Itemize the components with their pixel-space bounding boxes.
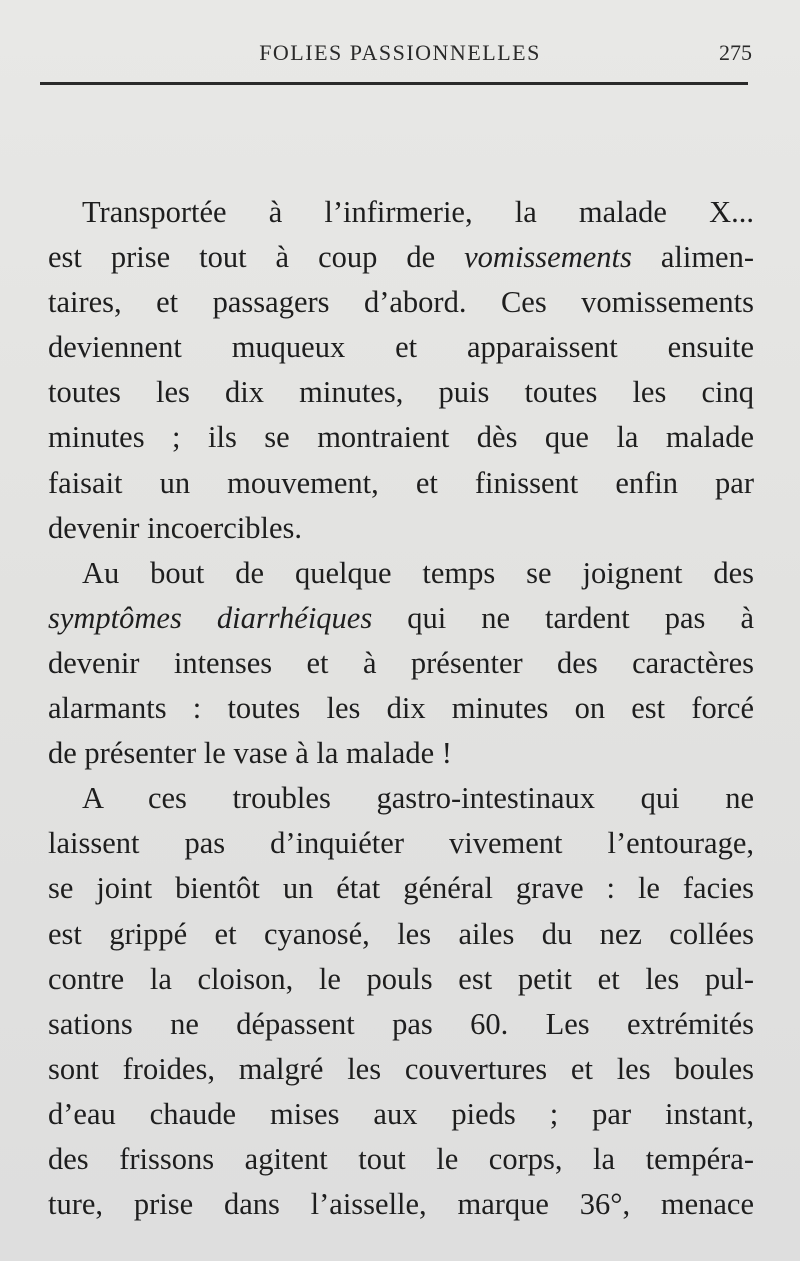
text-line: taires, et passagers d’abord. Ces vomissements (48, 285, 754, 320)
text-line: toutes les dix minutes, puis toutes les cinq (48, 375, 754, 410)
text-line: faisait un mouvement, et finissent enfin par (48, 465, 754, 500)
page-number: 275 (719, 40, 752, 65)
text-line: ture, prise dans l’aisselle, marque 36°, menace (48, 1187, 754, 1222)
italic-term: vomissements (464, 240, 632, 275)
text-line: d’eau chaude mises aux pieds ; par instant, (48, 1096, 754, 1131)
text-line: sont froides, malgré les couvertures et les boules (48, 1051, 754, 1086)
text-line: sations ne dépassent pas 60. Les extrémités (48, 1006, 754, 1041)
italic-term: symptômes diarrhéiques (48, 600, 373, 635)
text-line: Transportée à l’infirmerie, la malade X... (82, 195, 754, 229)
text-line: contre la cloison, le pouls est petit et les pul- (48, 961, 754, 996)
paragraph-1 (48, 190, 754, 551)
text-line: deviennent muqueux et apparaissent ensuite (48, 330, 754, 365)
paragraph-2 (48, 551, 754, 776)
text-line: se joint bientôt un état général grave : le facies (48, 871, 754, 906)
header-rule (40, 82, 748, 85)
running-title: FOLIES PASSIONNELLES (259, 40, 541, 65)
text-line: est grippé et cyanosé, les ailes du nez collées (48, 916, 754, 951)
text-line: A ces troubles gastro-intestinaux qui ne (82, 781, 754, 816)
text-line: alarmants : toutes les dix minutes on est forcé (48, 691, 754, 726)
body-text (48, 190, 754, 1227)
text-line: Au bout de quelque temps se joignent des (82, 555, 754, 590)
text-line: devenir incoercibles. (48, 510, 303, 545)
text-line: de présenter le vase à la malade ! (48, 736, 452, 771)
text-line: minutes ; ils se montraient dès que la malade (48, 420, 754, 455)
running-head (0, 36, 800, 76)
text-line: devenir intenses et à présenter des caractères (48, 645, 754, 680)
text-line: des frissons agitent tout le corps, la tempéra- (48, 1141, 754, 1176)
text-line: symptômes diarrhéiques qui ne tardent pas à (48, 600, 754, 635)
text-line: laissent pas d’inquiéter vivement l’entourage, (48, 826, 754, 861)
paragraph-3 (48, 776, 754, 1227)
text-line: est prise tout à coup de vomissements alimen- (48, 240, 754, 275)
